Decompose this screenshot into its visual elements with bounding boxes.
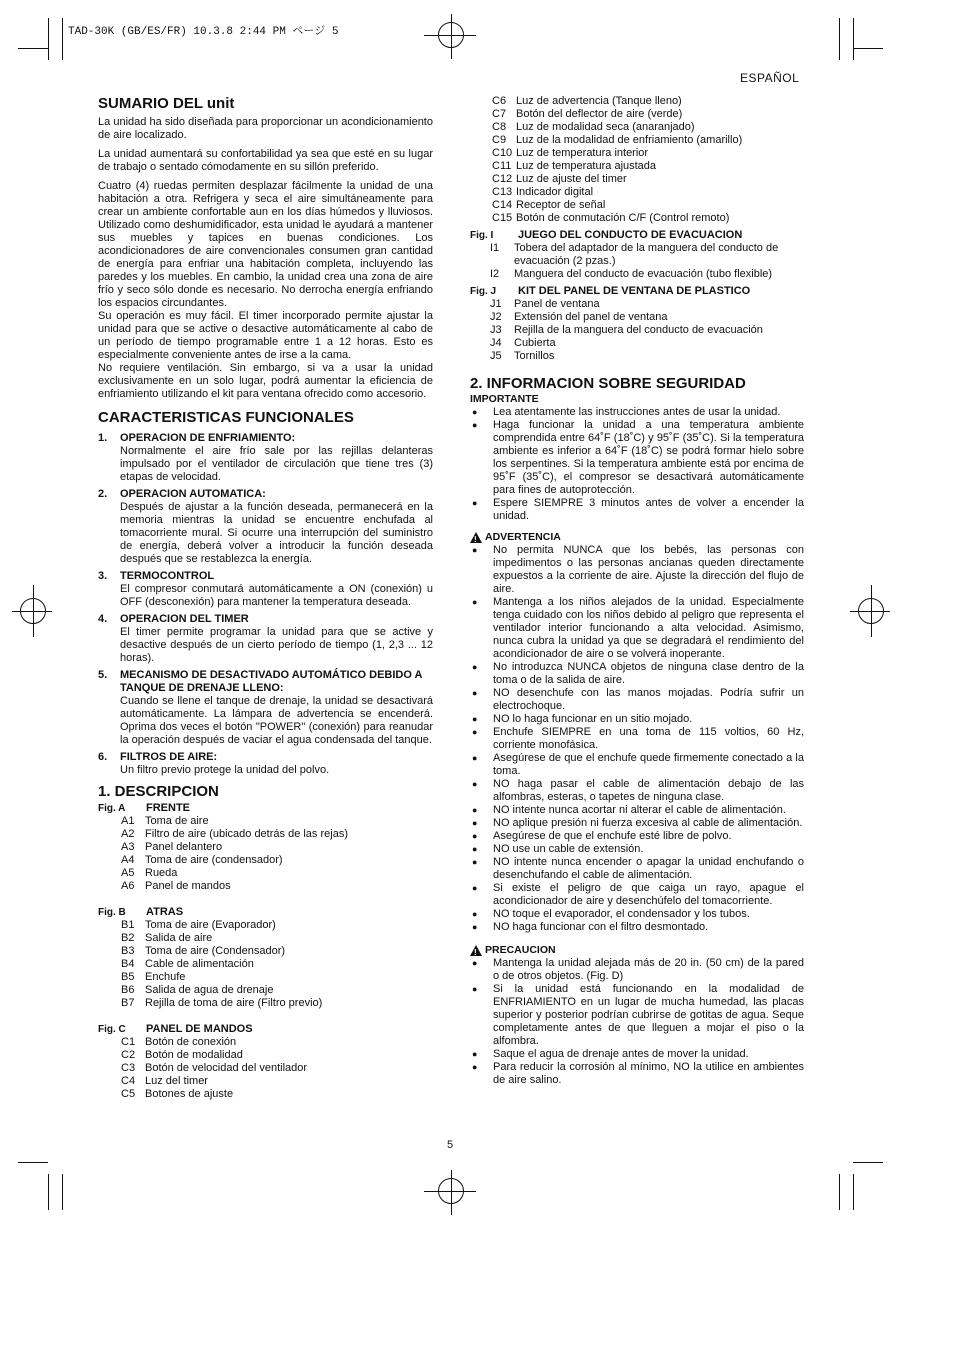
bullet-icon: ●: [472, 662, 478, 672]
figure-item: [98, 841, 433, 854]
item-text: Manguera del conducto de evacuación (tubo flexible): [514, 268, 773, 280]
figure-item: [492, 121, 804, 134]
bullet-icon: ●: [472, 958, 478, 968]
figure-item: [470, 298, 804, 311]
feature-number: 2.: [98, 488, 108, 500]
item-code: C10: [492, 147, 513, 159]
feature-item: [98, 751, 433, 777]
left-column: [98, 95, 433, 1101]
item-code: A1: [121, 815, 135, 827]
bullet-item: [470, 921, 804, 934]
bullet-item: [470, 687, 804, 713]
feature-heading: [98, 613, 433, 626]
item-code: B1: [121, 919, 135, 931]
fig-c-continued: [470, 95, 804, 225]
figure-item: [492, 186, 804, 199]
feature-number: 1.: [98, 432, 108, 444]
figure-item: [98, 932, 433, 945]
figure-item: [98, 867, 433, 880]
importante-list: [470, 406, 804, 523]
item-text: Luz de advertencia (Tanque lleno): [516, 95, 682, 107]
bullet-text: Si existe el peligro de que caiga un rayo, apague el acondicionador de aire y desenchúfelo del tomacorriente.: [493, 882, 804, 907]
item-code: B3: [121, 945, 135, 957]
feature-heading: [98, 669, 433, 695]
figure-item: [470, 268, 804, 281]
page-number: 5: [447, 1139, 454, 1151]
item-text: Enchufe: [145, 971, 186, 983]
figure-item: [492, 147, 804, 160]
bullet-item: [470, 497, 804, 523]
item-text: Botón de conmutación C/F (Control remoto): [516, 212, 730, 224]
figure-item: [492, 199, 804, 212]
bullet-icon: ●: [472, 407, 478, 417]
advertencia-list: [470, 544, 804, 934]
bullet-text: Saque el agua de drenaje antes de mover la unidad.: [493, 1048, 749, 1060]
bullet-icon: ●: [472, 818, 478, 828]
item-code: A5: [121, 867, 135, 879]
bullet-text: NO toque el evaporador, el condensador y los tubos.: [493, 908, 750, 920]
bullet-item: [470, 726, 804, 752]
importante-label: IMPORTANTE: [470, 393, 539, 405]
figure-group: [98, 906, 433, 1010]
item-text: Rueda: [145, 867, 178, 879]
item-text: Tobera del adaptador de la manguera del conducto de evacuación (2 pzas.): [514, 242, 779, 267]
item-code: B5: [121, 971, 135, 983]
item-text: Luz de la modalidad de enfriamiento (amarillo): [516, 134, 743, 146]
bullet-item: [470, 1061, 804, 1087]
item-text: Toma de aire (Evaporador): [145, 919, 276, 931]
feature-item: [98, 669, 433, 747]
feature-number: 6.: [98, 751, 108, 763]
advertencia-heading: [470, 531, 804, 544]
bullet-icon: ●: [472, 714, 478, 724]
figure-item: [492, 95, 804, 108]
caution-icon: [470, 945, 482, 956]
figure-label: Fig. J: [470, 286, 497, 297]
item-text: Botón del deflector de aire (verde): [516, 108, 683, 120]
feature-title: MECANISMO DE DESACTIVADO AUTOMÁTICO DEBIDO A TANQUE DE DRENAJE LLENO:: [120, 669, 423, 694]
bullet-text: Mantenga la unidad alejada más de 20 in. (50 cm) de la pared o de otros objetos. (Fig. D): [493, 957, 804, 982]
feature-title: OPERACION AUTOMATICA:: [120, 488, 266, 500]
item-code: I1: [490, 242, 500, 254]
item-text: Indicador digital: [516, 186, 594, 198]
bullet-text: Para reducir la corrosión al mínimo, NO la utilice en ambientes de aire salino.: [493, 1061, 804, 1086]
figure-group: [470, 229, 804, 281]
bullet-icon: ●: [472, 420, 478, 430]
bullet-icon: ●: [472, 779, 478, 789]
bullet-icon: ●: [472, 1062, 478, 1072]
figure-item: [492, 173, 804, 186]
figure-item: [98, 945, 433, 958]
bullet-item: [470, 544, 804, 596]
item-code: C15: [492, 212, 513, 224]
bullet-text: NO desenchufe con las manos mojadas. Podría sufrir un electrochoque.: [493, 687, 804, 712]
item-text: Toma de aire: [145, 815, 209, 827]
item-code: C12: [492, 173, 513, 185]
bullet-text: Haga funcionar la unidad a una temperatura ambiente comprendida entre 64˚F (18˚C) y 95˚F (35˚C). Si la temperatura ambiente es inferior a 64˚F (18˚C) se podrá formar hielo sobre los serpentines. Si la temperatura ambiente está por encima de 95˚F (35˚C), el compresor se desactivará automáticamente para fines de autoprotección.: [493, 419, 804, 496]
bullet-text: Asegúrese de que el enchufe quede firmemente conectado a la toma.: [493, 752, 804, 777]
sumario-paragraph: No requiere ventilación. Sin embargo, si va a usar la unidad exclusivamente en un solo lugar, podrá aumentar la eficiencia de enfriamiento utilizando el kit para ventana ofrecido como accesorio.: [98, 362, 433, 400]
figure-item: [98, 1049, 433, 1062]
item-text: Panel delantero: [145, 841, 223, 853]
feature-number: 5.: [98, 669, 108, 681]
bullet-icon: ●: [472, 1049, 478, 1059]
item-text: Salida de aire: [145, 932, 213, 944]
item-code: C13: [492, 186, 513, 198]
figure-title: JUEGO DEL CONDUCTO DE EVACUACION: [518, 229, 743, 241]
descripcion-title: 1. DESCRIPCION: [98, 783, 219, 800]
advertencia-label: ADVERTENCIA: [485, 531, 561, 543]
item-text: Tornillos: [514, 350, 555, 362]
item-code: C11: [492, 160, 512, 172]
bullet-item: [470, 752, 804, 778]
bullet-text: Asegúrese de que el enchufe esté libre de polvo.: [493, 830, 732, 842]
item-code: B4: [121, 958, 135, 970]
feature-number: 3.: [98, 570, 108, 582]
figure-title: ATRAS: [146, 906, 184, 918]
figure-item: [492, 134, 804, 147]
figure-item: [98, 1088, 433, 1101]
feature-title: OPERACION DE ENFRIAMIENTO:: [120, 432, 296, 444]
figure-heading: [98, 802, 433, 815]
item-text: Luz del timer: [145, 1075, 208, 1087]
figure-item: [492, 108, 804, 121]
bullet-text: NO intente nunca acortar ni alterar el cable de alimentación.: [493, 804, 786, 816]
sumario-paragraph: La unidad ha sido diseñada para proporcionar un acondicionamiento de aire localizado.: [98, 116, 433, 141]
item-code: A3: [121, 841, 135, 853]
precaucion-heading: [470, 944, 804, 957]
bullet-text: NO aplique presión ni fuerza excesiva al cable de alimentación.: [493, 817, 803, 829]
item-code: C5: [121, 1088, 136, 1100]
figure-group: [470, 285, 804, 363]
figure-label: Fig. A: [98, 803, 126, 814]
figure-item: [98, 1062, 433, 1075]
item-code: J2: [490, 311, 502, 323]
right-column: [470, 95, 804, 1087]
feature-item: [98, 432, 433, 484]
bullet-text: Mantenga a los niños alejados de la unidad. Especialmente tenga cuidado con los niños debido al peligro que representa el ventilador interior funcionando a alta velocidad. Asimismo, nunca cubra la unidad ya que se degradará el rendimiento del acondicionador de aire o se volverá inoperante.: [493, 596, 804, 660]
sumario-paragraph: Cuatro (4) ruedas permiten desplazar fácilmente la unidad de una habitación a otra. Refrigera y seca el aire simultáneamente para crear un ambiente confortable aun en los días húmedos y lluviosos. Utilizado como deshumidificador, esta unidad le ayudará a mantener sus muebles y tapices en buenas condiciones. Los acondicionadores de aire convencionales consumen gran cantidad de energía para enfriar una habitación completa, incluyendo las paredes y los muebles. En cambio, la unidad crea una zona de aire frío y seco sólo donde es necesario. No derrocha energía enfriando los espacios circundantes.: [98, 180, 433, 309]
bullet-icon: ●: [472, 545, 478, 555]
item-text: Botón de conexión: [145, 1036, 237, 1048]
figure-heading: [98, 1023, 433, 1036]
figure-heading: [470, 285, 804, 298]
figure-item: [98, 997, 433, 1010]
bullet-text: Si la unidad está funcionando en la modalidad de ENFRIAMIENTO en un lugar de mucha humedad, las placas superior y posterior podrían cubrirse de gotitas de agua. Seque completamente antes de que lleguen a mojar el piso o la alfombra.: [493, 983, 804, 1047]
item-text: Salida de agua de drenaje: [145, 984, 274, 996]
bullet-item: [470, 882, 804, 908]
bullet-icon: ●: [472, 883, 478, 893]
sumario-body: [98, 116, 433, 401]
item-text: Botón de modalidad: [145, 1049, 243, 1061]
feature-heading: [98, 488, 433, 501]
feature-body: El compresor conmutará automáticamente a ON (conexión) u OFF (desconexión) para mantener la temperatura deseada.: [120, 583, 433, 608]
figure-item: [98, 971, 433, 984]
feature-item: [98, 613, 433, 665]
figure-item: [492, 160, 804, 173]
bullet-text: No permita NUNCA que los bebés, las personas con impedimentos o las personas ancianas queden directamente expuestos a la corriente de aire. Ajuste la dirección del flujo de aire.: [493, 544, 804, 595]
figure-group: [98, 802, 433, 893]
item-text: Luz de temperatura ajustada: [516, 160, 657, 172]
bullet-icon: ●: [472, 753, 478, 763]
bullet-text: NO haga pasar el cable de alimentación debajo de las alfombras, esteras, o tapetes de ninguna clase.: [493, 778, 804, 803]
item-text: Luz de ajuste del timer: [516, 173, 627, 185]
bullet-icon: ●: [472, 688, 478, 698]
item-text: Rejilla de toma de aire (Filtro previo): [145, 997, 323, 1009]
item-code: C3: [121, 1062, 136, 1074]
item-code: B7: [121, 997, 135, 1009]
item-code: C9: [492, 134, 507, 146]
feature-heading: [98, 432, 433, 445]
bullet-icon: ●: [472, 727, 478, 737]
bullet-icon: ●: [472, 909, 478, 919]
sumario-title: SUMARIO DEL unit: [98, 95, 235, 112]
feature-heading: [98, 751, 433, 764]
bullet-item: [470, 983, 804, 1048]
bullet-icon: ●: [472, 597, 478, 607]
caracteristicas-list: [98, 432, 433, 777]
figure-item: [470, 337, 804, 350]
bullet-item: [470, 804, 804, 817]
item-text: Toma de aire (Condensador): [145, 945, 286, 957]
feature-heading: [98, 570, 433, 583]
item-text: Luz de modalidad seca (anaranjado): [516, 121, 695, 133]
item-text: Receptor de señal: [516, 199, 606, 211]
item-code: B6: [121, 984, 135, 996]
figure-item: [98, 984, 433, 997]
bullet-item: [470, 1048, 804, 1061]
item-code: J1: [490, 298, 502, 310]
figure-item: [98, 854, 433, 867]
figure-item: [98, 815, 433, 828]
bullet-icon: ●: [472, 857, 478, 867]
descripcion-figs-right: [470, 229, 804, 363]
precaucion-list: [470, 957, 804, 1087]
item-text: Rejilla de la manguera del conducto de evacuación: [514, 324, 763, 336]
print-meta: TAD-30K (GB/ES/FR) 10.3.8 2:44 PM ページ 5: [68, 26, 339, 38]
feature-body: Normalmente el aire frío sale por las rejillas delanteras impulsado por el ventilador de circulación que tiene tres (3) etapas de velocidad.: [120, 445, 433, 483]
item-code: B2: [121, 932, 135, 944]
feature-title: FILTROS DE AIRE:: [120, 751, 218, 763]
figure-heading: [470, 229, 804, 242]
bullet-item: [470, 778, 804, 804]
feature-body: Después de ajustar a la función deseada, permanecerá en la memoria mientras la unidad se encuentre enchufada al tomacorriente mural. Si ocurre una interrupción del suministro de energía, deberá volver a introducir la función deseada después que se restablezca la energía.: [120, 501, 433, 565]
figure-item: [470, 242, 804, 268]
item-code: A4: [121, 854, 135, 866]
bullet-item: [470, 908, 804, 921]
feature-body: Un filtro previo protege la unidad del polvo.: [120, 764, 330, 776]
bullet-item: [470, 596, 804, 661]
item-text: Panel de mandos: [145, 880, 231, 892]
bullet-text: Enchufe SIEMPRE en una toma de 115 voltios, 60 Hz, corriente monofásica.: [493, 726, 804, 751]
item-text: Extensión del panel de ventana: [514, 311, 668, 323]
bullet-text: NO haga funcionar con el filtro desmontado.: [493, 921, 709, 933]
bullet-text: NO intente nunca encender o apagar la unidad enchufando o desenchufando el cable de alimentación.: [493, 856, 804, 881]
item-text: Cable de alimentación: [145, 958, 254, 970]
item-text: Botón de velocidad del ventilador: [145, 1062, 308, 1074]
item-code: C8: [492, 121, 507, 133]
bullet-item: [470, 856, 804, 882]
feature-title: TERMOCONTROL: [120, 570, 215, 582]
bullet-item: [470, 843, 804, 856]
figure-item: [98, 880, 433, 893]
figure-label: Fig. C: [98, 1024, 126, 1035]
item-code: C7: [492, 108, 507, 120]
figure-item: [470, 324, 804, 337]
feature-body: Cuando se llene el tanque de drenaje, la unidad se desactivará automáticamente. La lámpara de advertencia se encenderá. Oprima dos veces el botón "POWER" (conexión) para reanudar la operación después de vaciar el agua condensada del tanque.: [120, 695, 433, 746]
bullet-item: [470, 419, 804, 497]
feature-number: 4.: [98, 613, 108, 625]
feature-item: [98, 570, 433, 609]
item-text: Luz de temperatura interior: [516, 147, 649, 159]
descripcion-figs: [98, 802, 433, 1101]
figure-item: [98, 919, 433, 932]
bullet-text: Espere SIEMPRE 3 minutos antes de volver a encender la unidad.: [493, 497, 804, 522]
item-code: C6: [492, 95, 507, 107]
figure-item: [492, 212, 804, 225]
figure-group: [98, 1023, 433, 1101]
item-text: Toma de aire (condensador): [145, 854, 283, 866]
item-text: Panel de ventana: [514, 298, 600, 310]
sumario-paragraph: La unidad aumentará su confortabilidad ya sea que esté en su lugar de trabajo o sentado cómodamente en su sillón preferido.: [98, 148, 433, 173]
bullet-item: [470, 817, 804, 830]
figure-item: [98, 1036, 433, 1049]
bullet-icon: ●: [472, 984, 478, 994]
bullet-icon: ●: [472, 922, 478, 932]
item-text: Cubierta: [514, 337, 556, 349]
bullet-item: [470, 957, 804, 983]
figure-item: [98, 958, 433, 971]
figure-label: Fig. B: [98, 907, 126, 918]
seguridad-title: 2. INFORMACION SOBRE SEGURIDAD: [470, 375, 746, 392]
bullet-text: Lea atentamente las instrucciones antes de usar la unidad.: [493, 406, 781, 418]
feature-body: El timer permite programar la unidad para que se active y desactive después de un cierto período de tiempo (1, 2,3 ... 12 horas).: [120, 626, 433, 664]
item-code: C4: [121, 1075, 136, 1087]
item-code: C14: [492, 199, 513, 211]
bullet-text: NO use un cable de extensión.: [493, 843, 644, 855]
feature-title: OPERACION DEL TIMER: [120, 613, 249, 625]
figure-item: [470, 350, 804, 363]
item-code: J4: [490, 337, 502, 349]
item-code: J5: [490, 350, 502, 362]
bullet-icon: ●: [472, 498, 478, 508]
precaucion-label: PRECAUCION: [485, 944, 556, 956]
bullet-item: [470, 830, 804, 843]
figure-label: Fig. I: [470, 230, 494, 241]
caracteristicas-title: CARACTERISTICAS FUNCIONALES: [98, 409, 354, 426]
bullet-icon: ●: [472, 831, 478, 841]
item-code: A2: [121, 828, 135, 840]
figure-item: [98, 1075, 433, 1088]
figure-title: KIT DEL PANEL DE VENTANA DE PLASTICO: [518, 285, 751, 297]
figure-item: [98, 828, 433, 841]
figure-title: PANEL DE MANDOS: [146, 1023, 253, 1035]
bullet-item: [470, 406, 804, 419]
bullet-item: [470, 661, 804, 687]
sumario-paragraph: Su operación es muy fácil. El timer incorporado permite ajustar la unidad para que se active o desactive automáticamente al cabo de un período de tiempo programable entre 1 a 12 horas. Esto es especialmente conveniente antes de irse a la cama.: [98, 310, 433, 361]
warning-icon: [470, 532, 482, 543]
bullet-text: NO lo haga funcionar en un sitio mojado.: [493, 713, 693, 725]
figure-heading: [98, 906, 433, 919]
item-code: C2: [121, 1049, 136, 1061]
item-text: Botones de ajuste: [145, 1088, 234, 1100]
figure-item: [470, 311, 804, 324]
bullet-item: [470, 713, 804, 726]
language-label: ESPAÑOL: [740, 71, 800, 85]
item-text: Filtro de aire (ubicado detrás de las rejas): [145, 828, 348, 840]
bullet-icon: ●: [472, 805, 478, 815]
item-code: C1: [121, 1036, 136, 1048]
bullet-text: No introduzca NUNCA objetos de ninguna clase dentro de la toma o de la salida de aire.: [493, 661, 804, 686]
item-code: A6: [121, 880, 135, 892]
item-code: I2: [490, 268, 500, 280]
feature-item: [98, 488, 433, 566]
figure-title: FRENTE: [146, 802, 190, 814]
item-code: J3: [490, 324, 502, 336]
bullet-icon: ●: [472, 844, 478, 854]
